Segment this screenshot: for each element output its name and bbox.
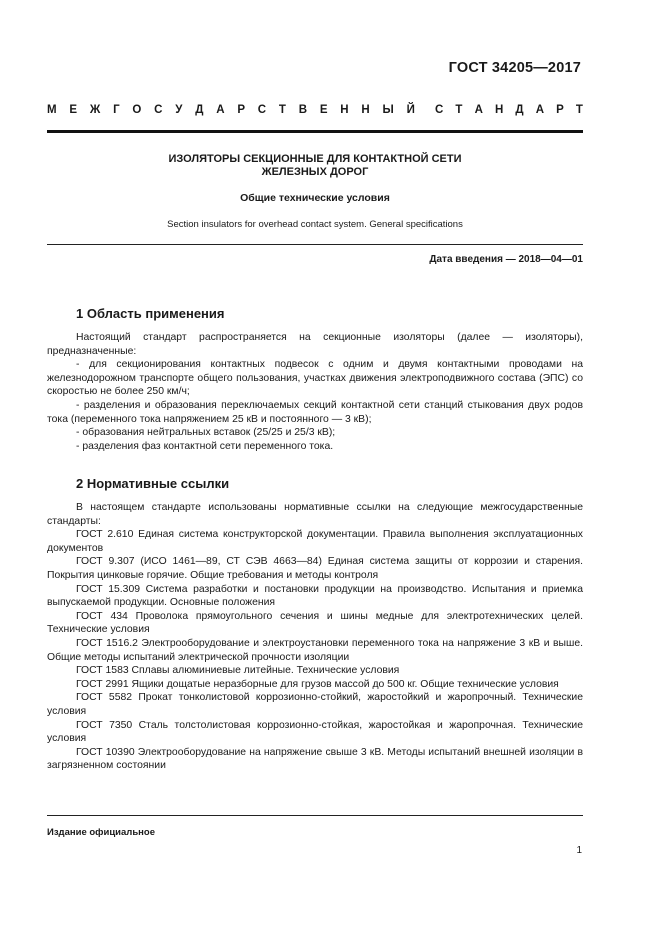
page-number: 1 bbox=[576, 845, 582, 856]
section-scope bbox=[47, 306, 583, 453]
standard-type-word2: С Т А Н Д А Р Т bbox=[435, 104, 583, 116]
list-item: - разделения и образования переключаемых секций контактной сети станций стыкования двух родов тока (переменного тока напряжением 25 кВ и постоянного — 3 кВ); bbox=[47, 399, 583, 425]
document-title bbox=[47, 153, 583, 179]
reference-item: ГОСТ 7350 Сталь толстолистовая коррозионно-стойкая, жаростойкая и жаропрочная. Технические условия bbox=[47, 719, 583, 745]
standard-type bbox=[47, 104, 583, 116]
standard-type-word1: М Е Ж Г О С У Д А Р С Т В Е Н Н Ы Й bbox=[47, 104, 415, 116]
reference-item: ГОСТ 2991 Ящики дощатые неразборные для грузов массой до 500 кг. Общие технические условия bbox=[76, 678, 559, 690]
title-line1: ИЗОЛЯТОРЫ СЕКЦИОННЫЕ ДЛЯ КОНТАКТНОЙ СЕТИ bbox=[168, 153, 462, 165]
reference-item: ГОСТ 15.309 Система разработки и постановки продукции на производство. Испытания и приемка выпускаемой продукции. Основные положения bbox=[47, 583, 583, 609]
section-heading: 1 Область применения bbox=[76, 306, 225, 321]
section-normative-references bbox=[47, 476, 583, 773]
reference-item: ГОСТ 1583 Сплавы алюминиевые литейные. Технические условия bbox=[76, 665, 400, 677]
list-item: - разделения фаз контактной сети переменного тока. bbox=[76, 440, 334, 452]
paragraph: Настоящий стандарт распространяется на секционные изоляторы (далее — изоляторы), предназначенные: bbox=[47, 332, 583, 357]
document-subtitle: Общие технические условия bbox=[240, 192, 390, 204]
reference-item: ГОСТ 5582 Прокат тонколистовой коррозионно-стойкий, жаростойкий и жаропрочный. Технические условия bbox=[47, 692, 583, 717]
introduction-date: Дата введения — 2018—04—01 bbox=[429, 254, 583, 265]
title-rule bbox=[47, 244, 583, 245]
footer-rule bbox=[47, 815, 583, 816]
list-item: - для секционирования контактных подвесок с одним и двумя контактными проводами на железнодорожном транспорте общего пользования, участках движения электроподвижного состава (ЭПС) со скоростью не более 250 км/ч; bbox=[47, 359, 583, 398]
header-rule bbox=[47, 130, 583, 133]
list-item: - образования нейтральных вставок (25/25 и 25/3 кВ); bbox=[76, 427, 336, 439]
section-heading: 2 Нормативные ссылки bbox=[76, 476, 230, 491]
reference-item: ГОСТ 434 Проволока прямоугольного сечения и шины медные для электротехнических целей. Технические условия bbox=[47, 610, 583, 636]
english-title: Section insulators for overhead contact system. General specifications bbox=[167, 219, 463, 230]
reference-item: ГОСТ 9.307 (ИСО 1461—89, СТ СЭВ 4663—84) Единая система защиты от коррозии и старения. Покрытия цинковые горячие. Общие требования и методы контроля bbox=[47, 556, 583, 581]
title-line2: ЖЕЛЕЗНЫХ ДОРОГ bbox=[261, 166, 369, 178]
reference-item: ГОСТ 2.610 Единая система конструкторской документации. Правила выполнения эксплуатационных документов bbox=[47, 529, 583, 554]
reference-item: ГОСТ 1516.2 Электрооборудование и электроустановки переменного тока на напряжение 3 кВ и выше. Общие методы испытаний электрической прочности изоляции bbox=[47, 637, 583, 663]
reference-item: ГОСТ 10390 Электрооборудование на напряжение свыше 3 кВ. Методы испытаний внешней изоляции в загрязненном состоянии bbox=[47, 746, 583, 772]
paragraph: В настоящем стандарте использованы нормативные ссылки на следующие межгосударственные стандарты: bbox=[47, 502, 583, 527]
gost-number: ГОСТ 34205—2017 bbox=[448, 60, 581, 76]
edition-note: Издание официальное bbox=[47, 827, 155, 838]
